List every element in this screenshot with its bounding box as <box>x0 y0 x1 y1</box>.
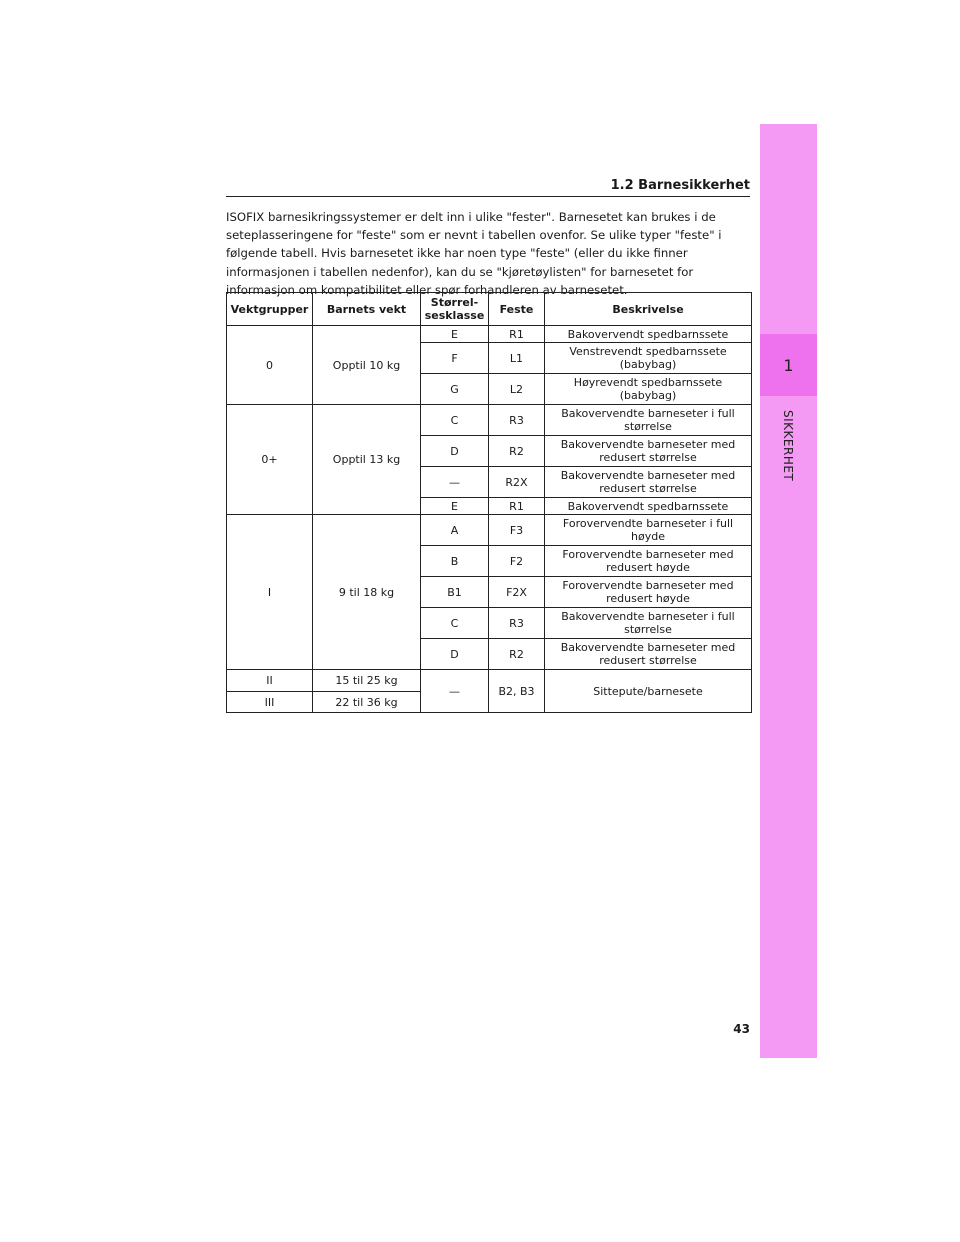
size-class-cell: D <box>421 639 489 670</box>
table-row <box>227 670 752 692</box>
header-description: Beskrivelse <box>545 293 752 326</box>
fixture-cell: L1 <box>489 343 545 374</box>
chapter-number: 1 <box>760 334 817 396</box>
description-cell: Forovervendte barneseter med redusert høyde <box>545 577 752 608</box>
size-class-cell: B <box>421 546 489 577</box>
fixture-cell: R3 <box>489 405 545 436</box>
header-weight-group: Vektgrupper <box>227 293 313 326</box>
header-size-class: Størrel- sesklasse <box>421 293 489 326</box>
fixture-cell: R2X <box>489 467 545 498</box>
table-header-row <box>227 293 752 326</box>
weight-group-cell: 0 <box>227 326 313 405</box>
weight-group-cell: 0+ <box>227 405 313 515</box>
intro-paragraph: ISOFIX barnesikringssystemer er delt inn i ulike "fester". Barnesetet kan brukes i de seteplasseringene for "feste" som er nevnt i tabellen ovenfor. Se ulike typer "feste" i følgende tabell. Hvis barnesetet ikke har noen type "feste" (eller du ikke finner informasjonen i tabellen nedenfor), kan du se "kjøretøylisten" for barnesetet for informasjon om kompatibilitet eller spør forhandleren av barnesetet. <box>226 210 722 297</box>
description-cell: Bakovervendt spedbarnssete <box>545 498 752 515</box>
description-cell: Bakovervendte barneseter i full størrelse <box>545 405 752 436</box>
size-class-cell: E <box>421 498 489 515</box>
section-header: 1.2 Barnesikkerhet <box>226 178 750 197</box>
weight-group-cell: I <box>227 515 313 670</box>
table-row <box>227 405 752 436</box>
size-class-cell: — <box>421 467 489 498</box>
chapter-label: SIKKERHET <box>781 410 795 482</box>
weight-group-cell: III <box>227 692 313 713</box>
fixture-cell: R1 <box>489 498 545 515</box>
size-class-cell: E <box>421 326 489 343</box>
child-weight-cell: 9 til 18 kg <box>313 515 421 670</box>
description-cell: Sittepute/barnesete <box>545 670 752 713</box>
fixture-cell: F2X <box>489 577 545 608</box>
table-row <box>227 515 752 546</box>
chapter-side-tab <box>760 124 817 1058</box>
size-class-cell: C <box>421 405 489 436</box>
description-cell: Bakovervendt spedbarnssete <box>545 326 752 343</box>
fixture-cell: R1 <box>489 326 545 343</box>
fixture-cell: B2, B3 <box>489 670 545 713</box>
description-cell: Høyrevendt spedbarnssete (babybag) <box>545 374 752 405</box>
size-class-cell: — <box>421 670 489 713</box>
fixture-cell: L2 <box>489 374 545 405</box>
fixture-cell: R2 <box>489 436 545 467</box>
size-class-cell: G <box>421 374 489 405</box>
fixture-cell: F2 <box>489 546 545 577</box>
description-cell: Forovervendte barneseter i full høyde <box>545 515 752 546</box>
description-cell: Bakovervendte barneseter med redusert størrelse <box>545 467 752 498</box>
description-cell: Bakovervendte barneseter med redusert størrelse <box>545 639 752 670</box>
child-weight-cell: Opptil 13 kg <box>313 405 421 515</box>
size-class-cell: F <box>421 343 489 374</box>
child-weight-cell: 22 til 36 kg <box>313 692 421 713</box>
size-class-cell: C <box>421 608 489 639</box>
page-number: 43 <box>733 1022 750 1036</box>
header-fixture: Feste <box>489 293 545 326</box>
size-class-cell: A <box>421 515 489 546</box>
description-cell: Forovervendte barneseter med redusert høyde <box>545 546 752 577</box>
size-class-cell: B1 <box>421 577 489 608</box>
table-row <box>227 326 752 343</box>
weight-group-cell: II <box>227 670 313 692</box>
fixture-cell: R2 <box>489 639 545 670</box>
child-weight-cell: Opptil 10 kg <box>313 326 421 405</box>
description-cell: Bakovervendte barneseter i full størrelse <box>545 608 752 639</box>
description-cell: Bakovervendte barneseter med redusert størrelse <box>545 436 752 467</box>
description-cell: Venstrevendt spedbarnssete (babybag) <box>545 343 752 374</box>
fixture-cell: R3 <box>489 608 545 639</box>
fixture-cell: F3 <box>489 515 545 546</box>
isofix-size-table <box>226 292 752 713</box>
header-child-weight: Barnets vekt <box>313 293 421 326</box>
child-weight-cell: 15 til 25 kg <box>313 670 421 692</box>
size-class-cell: D <box>421 436 489 467</box>
